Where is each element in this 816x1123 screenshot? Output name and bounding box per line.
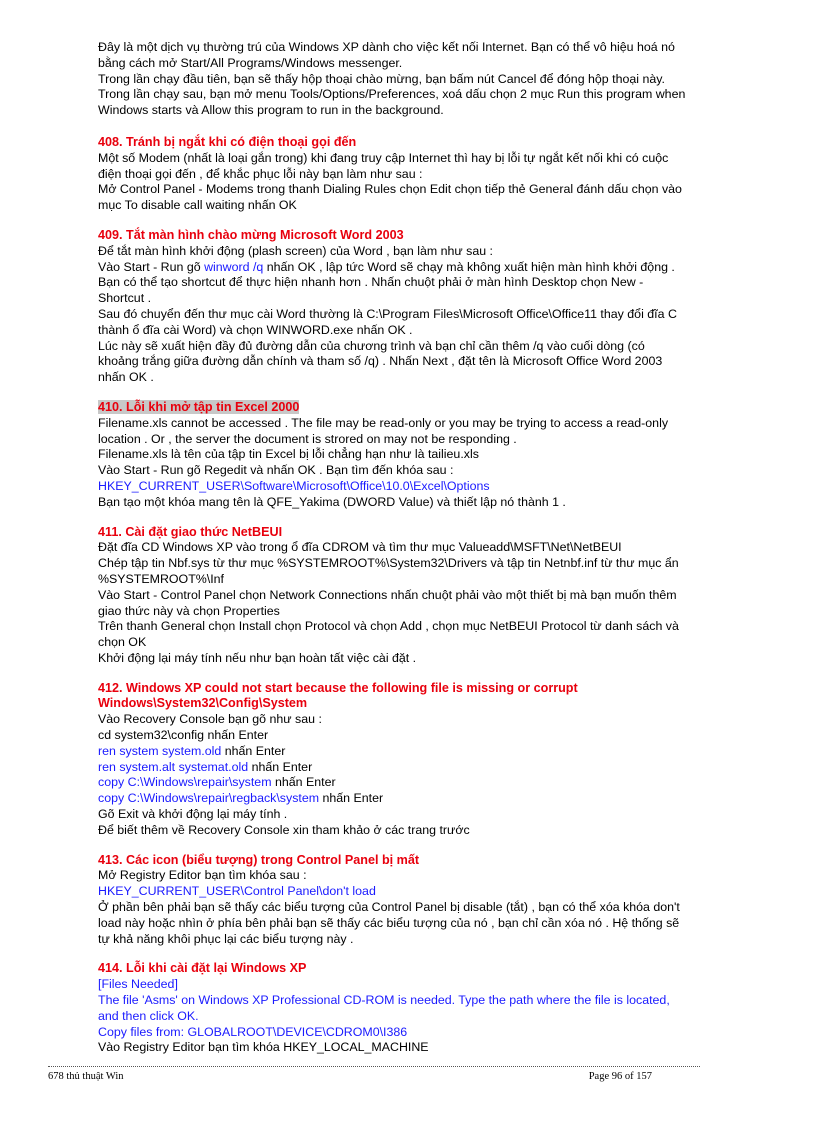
page-content — [98, 40, 688, 1070]
paragraph: Mở Control Panel - Modems trong thanh Dialing Rules chọn Edit chọn tiếp thẻ General đánh dấu chọn vào mục To disable call waiting nhấn OK — [98, 182, 682, 213]
section-408 — [98, 135, 688, 214]
paragraph: Đặt đĩa CD Windows XP vào trong ổ đĩa CDROM và tìm thư mục Valueadd\MSFT\Net\NetBEUI — [98, 540, 622, 555]
text: Vào Start - Run gõ — [98, 259, 205, 274]
section-411 — [98, 525, 688, 667]
command-text: ren system.alt systemat.old — [98, 759, 249, 774]
paragraph — [98, 775, 688, 791]
paragraph: Để tắt màn hình khởi động (plash screen) của Word , bạn làm như sau : — [98, 243, 493, 258]
footer-title: 678 thủ thuật Win — [48, 1071, 124, 1082]
registry-key: HKEY_CURRENT_USER\Software\Microsoft\Office\10.0\Excel\Options — [98, 478, 490, 493]
paragraph — [98, 744, 688, 760]
section-409 — [98, 228, 688, 386]
section-412 — [98, 681, 688, 839]
text: nhấn Enter — [271, 775, 336, 790]
paragraph — [98, 791, 688, 807]
paragraph — [98, 260, 688, 307]
message-text: The file 'Asms' on Windows XP Professional CD-ROM is needed. Type the path where the file is located, and then click OK. — [98, 993, 670, 1023]
paragraph: Trong lần chạy đầu tiên, bạn sẽ thấy hộp thoại chào mừng, bạn bấm nút Cancel để đóng hộp thoại này. Trong lần chạy sau, bạn mở menu Tools/Options/Preferences, xoá dấu chọn 2 mục Run this program when Windows starts và Allow this program to run in the background. — [98, 71, 686, 118]
paragraph: Bạn tạo một khóa mang tên là QFE_Yakima (DWORD Value) và thiết lập nó thành 1 . — [98, 494, 566, 509]
paragraph: Lúc này sẽ xuất hiện đầy đủ đường dẫn của chương trình và bạn chỉ cần thêm /q vào cuối dòng (có khoảng trắng giữa đường dẫn chính và tham số /q) . Nhấn Next , đặt tên là Microsoft Office Word 2003 nhấn OK . — [98, 338, 663, 385]
paragraph: Ở phần bên phải bạn sẽ thấy các biểu tượng của Control Panel bị disable (tắt) , bạn có thể xóa khóa don't load này hoặc nhìn ở phía bên phải bạn sẽ thấy các biểu tượng của nó , bạn chỉ cần xóa nó . Hệ thống sẽ tự khả năng khôi phục lại các biểu tượng này . — [98, 900, 680, 946]
paragraph: Khởi động lại máy tính nếu như bạn hoàn tất việc cài đặt . — [98, 650, 417, 665]
command-text: copy C:\Windows\repair\regback\system — [98, 791, 320, 806]
paragraph — [98, 760, 688, 776]
section-heading: 412. Windows XP could not start because the following file is missing or corrupt Windows\System32\Config\System — [98, 680, 578, 711]
page-number: Page 96 of 157 — [588, 1071, 652, 1082]
paragraph: Filename.xls cannot be accessed . The file may be read-only or you may be trying to access a read-only location . Or , the server the document is strored on may not be responding . — [98, 415, 669, 446]
paragraph: Đây là một dịch vụ thường trú của Windows XP dành cho việc kết nối Internet. Bạn có thể vô hiệu hoá nó bằng cách mở Start/All Programs/Windows messenger. — [98, 40, 675, 70]
section-heading: 414. Lỗi khi cài đặt lại Windows XP — [98, 961, 307, 976]
section-413 — [98, 853, 688, 948]
paragraph: Mở Registry Editor bạn tìm khóa sau : — [98, 868, 307, 883]
intro-section — [98, 40, 688, 119]
command-text: ren system system.old — [98, 743, 222, 758]
page-footer — [48, 1066, 700, 1082]
registry-key: HKEY_CURRENT_USER\Control Panel\don't load — [98, 884, 376, 899]
paragraph: Vào Start - Control Panel chọn Network Connections nhấn chuột phải vào một thiết bị mà bạn muốn thêm giao thức này và chọn Properties — [98, 587, 677, 618]
paragraph: Trên thanh General chọn Install chọn Protocol và chọn Add , chọn mục NetBEUI Protocol từ danh sách và chọn OK — [98, 619, 679, 650]
section-heading — [98, 400, 688, 416]
paragraph: Filename.xls là tên của tập tin Excel bị lỗi chẳng hạn như là tailieu.xls — [98, 447, 479, 462]
paragraph: Chép tập tin Nbf.sys từ thư mục %SYSTEMROOT%\System32\Drivers và tập tin Netnbf.inf từ thư mục ẩn %SYSTEMROOT%\Inf — [98, 556, 679, 586]
text: nhấn Enter — [319, 791, 384, 806]
message-text: Copy files from: GLOBALROOT\DEVICE\CDROM0\I386 — [98, 1024, 408, 1039]
paragraph: Để biết thêm về Recovery Console xin tham khảo ở các trang trước — [98, 822, 470, 837]
highlighted-heading: 410. Lỗi khi mở tập tin Excel 2000 — [98, 399, 300, 414]
section-heading: 408. Tránh bị ngắt khi có điện thoại gọi đến — [98, 134, 357, 149]
section-heading: 411. Cài đặt giao thức NetBEUI — [98, 524, 283, 539]
section-heading: 409. Tắt màn hình chào mừng Microsoft Word 2003 — [98, 227, 404, 242]
paragraph: Gõ Exit và khởi động lại máy tính . — [98, 807, 288, 822]
section-heading: 413. Các icon (biểu tượng) trong Control Panel bị mất — [98, 852, 420, 867]
paragraph: cd system32\config nhấn Enter — [98, 728, 269, 743]
paragraph: Một số Modem (nhất là loại gắn trong) khi đang truy cập Internet thì hay bị lỗi tự ngắt kết nối khi có cuộc điện thoại gọi đến , để khắc phục lỗi này bạn làm như sau : — [98, 150, 669, 181]
text: nhấn Enter — [248, 759, 313, 774]
command-text: winword /q — [204, 259, 264, 274]
command-text: copy C:\Windows\repair\system — [98, 775, 272, 790]
paragraph: Vào Registry Editor bạn tìm khóa HKEY_LOCAL_MACHINE — [98, 1040, 429, 1055]
paragraph: Vào Start - Run gõ Regedit và nhấn OK . Bạn tìm đến khóa sau : — [98, 463, 454, 478]
paragraph: Sau đó chuyển đến thư mục cài Word thường là C:\Program Files\Microsoft Office\Office11 thay đổi đĩa C thành ổ đĩa cài Word) và chọn WINWORD.exe nhấn OK . — [98, 306, 677, 337]
text: nhấn Enter — [221, 743, 286, 758]
section-414 — [98, 961, 688, 1056]
section-410 — [98, 400, 688, 511]
message-text: [Files Needed] — [98, 977, 178, 992]
text: nhấn OK , lập tức Word sẽ chạy mà không xuất hiện màn hình khởi động . Bạn có thể tạo shortcut để thực hiện nhanh hơn . Nhấn chuột phải ở màn hình Desktop chọn New - Shortcut . — [98, 259, 675, 306]
paragraph: Vào Recovery Console bạn gõ như sau : — [98, 712, 322, 727]
